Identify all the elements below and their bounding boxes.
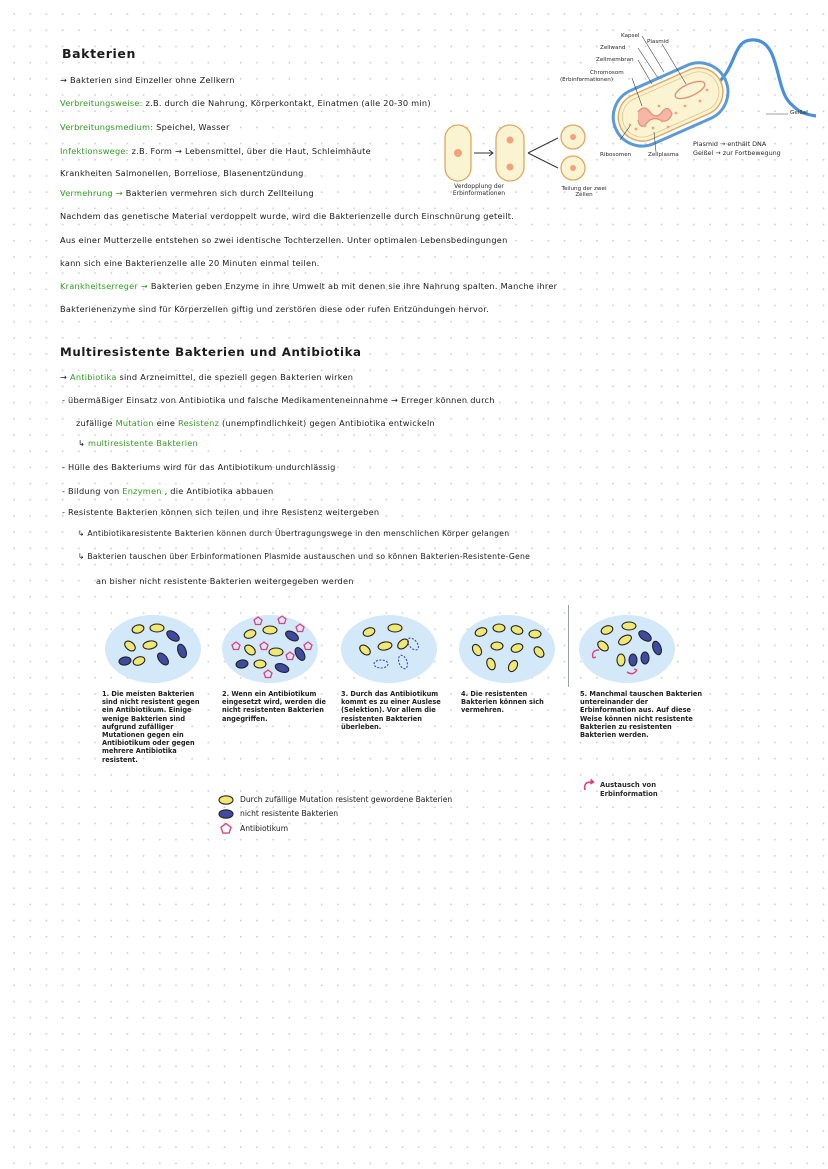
- line-sub-uebertragung: ↳ Antibiotikaresistente Bakterien können durch Übertragungswege in den menschlichen Körper gelangen: [78, 529, 510, 538]
- label-ribosomen: Ribosomen: [600, 152, 632, 158]
- step-divider: [568, 605, 569, 687]
- note-plasmid: Plasmid → enthält DNA: [693, 140, 767, 148]
- label-vermehrung: Vermehrung →: [60, 188, 123, 198]
- step-circle-2: [220, 612, 320, 684]
- label-zellplasma: Zellplasma: [648, 152, 679, 158]
- label-zellwand: Zellwand: [600, 45, 626, 51]
- step-circle-3: [339, 612, 439, 684]
- arrow-antibiotika: →: [60, 372, 68, 382]
- line-huelle: - Hülle des Bakteriums wird für das Antibiotikum undurchlässig: [62, 462, 336, 472]
- step-circle-5: [577, 612, 677, 684]
- label-multiresistente: multiresistente Bakterien: [87, 438, 198, 448]
- step-circle-4: [457, 612, 557, 684]
- note-geissel: Geißel → zur Fortbewegung: [693, 149, 781, 157]
- line-sub-weitergegeben: an bisher nicht resistente Bakterien weitergegeben werden: [96, 576, 354, 586]
- legend-exchange-icon: [582, 778, 596, 792]
- caption-teilung: Teilung der zwei Zellen: [561, 186, 607, 199]
- step-caption-2: 2. Wenn ein Antibiotikum eingesetzt wird, werden die nicht resistenten Bakterien angegriffen.: [222, 690, 327, 723]
- line-infektionswege: [60, 146, 371, 156]
- legend-exchange-label: Austausch von Erbinformation: [600, 781, 658, 798]
- cell-division-diagram: [440, 120, 600, 190]
- step-caption-4: 4. Die resistenten Bakterien können sich vermehren.: [461, 690, 544, 715]
- text-verbreitungsmedium: Speichel, Wasser: [156, 122, 230, 132]
- line-verbreitungsmedium: [60, 122, 230, 132]
- text-vermehrung: Bakterien vermehren sich durch Zellteilung: [125, 188, 314, 198]
- label-zellmembran: Zellmembran: [596, 57, 634, 63]
- step-caption-1: 1. Die meisten Bakterien sind nicht resistent gegen ein Antibiotikum. Einige wenige Bakterien sind aufgrund zufälliger Mutationen gegen ein Antibiotikum oder gegen mehrere Antibiotika resistent.: [102, 690, 200, 764]
- line-sub-plasmide: ↳ Bakterien tauschen über Erbinformationen Plasmide austauschen und so können Bakterien-Resistente-Gene: [78, 552, 531, 561]
- legend-resistant-icon: [217, 794, 235, 806]
- text-infektionswege: z.B. Form → Lebensmittel, über die Haut, Schleimhäute: [131, 146, 371, 156]
- line-mutterzelle: Aus einer Mutterzelle entstehen so zwei identische Tochterzellen. Unter optimalen Lebensbedingungen: [60, 235, 508, 245]
- section-title-bakterien: Bakterien: [62, 46, 136, 61]
- line-multiresistente: [78, 438, 198, 448]
- line-vermehrung: [60, 188, 314, 198]
- text-krankheitserreger: Bakterien geben Enzyme in ihre Umwelt ab mit denen sie ihre Nahrung spalten. Manche ihrer: [150, 281, 558, 291]
- legend-antibiotic-label: Antibiotikum: [240, 824, 289, 833]
- arrow-multiresistente: ↳: [78, 438, 86, 448]
- label-plasmid: Plasmid: [647, 39, 669, 45]
- text-eine: eine: [156, 418, 176, 428]
- flagellum-shape: [712, 40, 816, 116]
- label-verbreitungsmedium: Verbreitungsmedium:: [60, 122, 154, 132]
- label-verbreitungsweise: Verbreitungsweise:: [60, 98, 143, 108]
- label-enzymen: Enzymen: [122, 486, 162, 496]
- label-chromosom-sub: (Erbinformationen): [560, 77, 614, 83]
- legend-antibiotic-icon: [219, 822, 233, 835]
- legend-resistant-label: Durch zufällige Mutation resistent gewordene Bakterien: [240, 795, 453, 804]
- text-antibiotika: sind Arzneimittel, die speziell gegen Bakterien wirken: [119, 372, 354, 382]
- line-nachdem: Nachdem das genetische Material verdoppelt wurde, wird die Bakterienzelle durch Einschnürung geteilt.: [60, 211, 515, 221]
- label-geissel: Geißel: [790, 110, 808, 116]
- section-title-multiresistente: Multiresistente Bakterien und Antibiotika: [60, 345, 362, 359]
- label-mutation: Mutation: [115, 418, 154, 428]
- line-antibiotika: [60, 372, 353, 382]
- label-krankheitserreger: Krankheitserreger →: [60, 281, 148, 291]
- text-verbreitungsweise: z.B. durch die Nahrung, Körperkontakt, Einatmen (alle 20-30 min): [145, 98, 431, 108]
- line-bildung: [62, 486, 273, 496]
- step-caption-5: 5. Manchmal tauschen Bakterien untereinander der Erbinformation aus. Auf diese Weise können nicht resistente Bakterien zu resistenten Bakterien werden.: [580, 690, 703, 740]
- label-chromosom: Chromosom: [590, 70, 624, 76]
- text-zufaellige: zufällige: [76, 418, 113, 428]
- text-zufaellige-post: (unempfindlichkeit) gegen Antibiotika entwickeln: [222, 418, 435, 428]
- label-kapsel: Kapsel: [621, 33, 640, 39]
- step-caption-3: 3. Durch das Antibiotikum kommt es zu einer Auslese (Selektion). Vor allem die resistenten Bakterien überleben.: [341, 690, 441, 731]
- step-circle-1: [103, 614, 203, 684]
- line-krankheitserreger: [60, 281, 557, 291]
- legend-nonresistant-icon: [217, 808, 235, 820]
- legend-nonresistant-label: nicht resistente Bakterien: [240, 809, 339, 818]
- label-infektionswege: Infektionswege:: [60, 146, 129, 156]
- line-bakterienenzyme: Bakterienenzyme sind für Körperzellen giftig und zerstören diese oder rufen Entzündungen hervor.: [60, 304, 489, 314]
- caption-verdopplung: Verdopplung der Erbinformationen: [452, 183, 506, 197]
- text-bildung-post: , die Antibiotika abbauen: [164, 486, 274, 496]
- line-krankheiten: Krankheiten Salmonellen, Borreliose, Blasenentzündung: [60, 168, 304, 178]
- label-antibiotika: Antibiotika: [69, 372, 117, 382]
- line-einzeller: → Bakterien sind Einzeller ohne Zellkern: [60, 75, 235, 85]
- line-einsatz: - übermäßiger Einsatz von Antibiotika und falsche Medikamenteneinnahme → Erreger können durch: [62, 395, 495, 405]
- label-resistenz: Resistenz: [178, 418, 220, 428]
- line-teilen: kann sich eine Bakterienzelle alle 20 Minuten einmal teilen.: [60, 258, 320, 268]
- line-zufaellige: [76, 418, 435, 428]
- line-verbreitungsweise: [60, 98, 431, 108]
- line-resistente: - Resistente Bakterien können sich teilen und ihre Resistenz weitergeben: [62, 507, 380, 517]
- text-bildung: - Bildung von: [62, 486, 120, 496]
